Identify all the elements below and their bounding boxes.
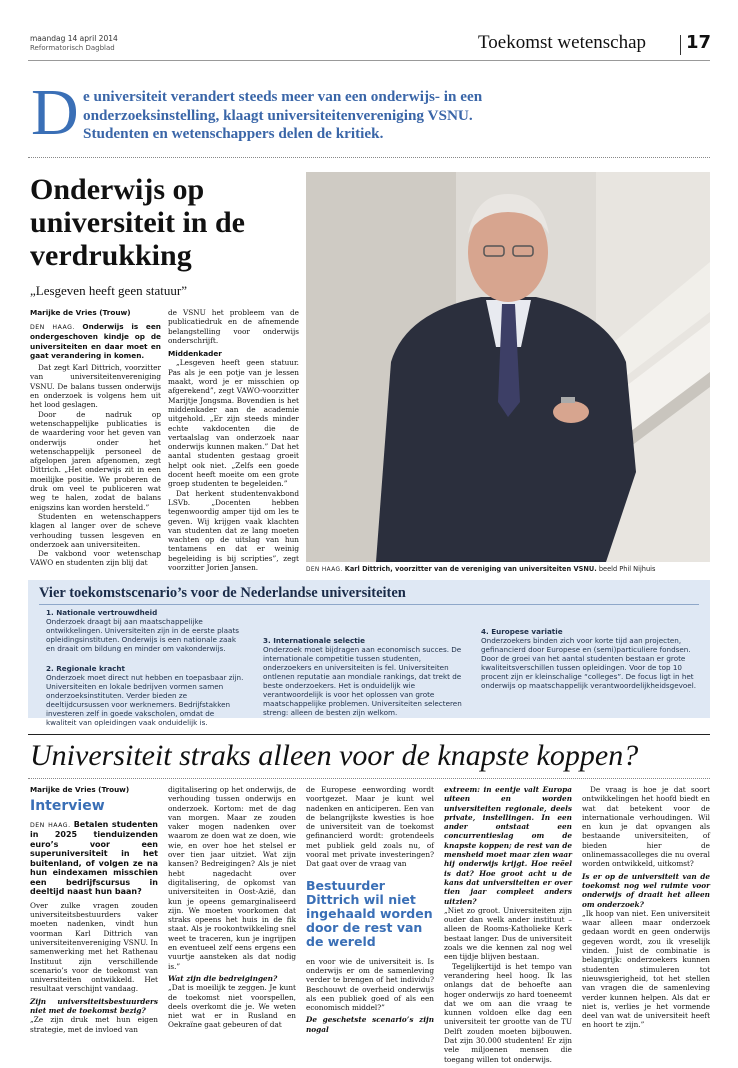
scenarios-title: Vier toekomstscenario’s voor de Nederlandse universiteiten xyxy=(39,585,406,601)
article2-byline: Marijke de Vries (Trouw) xyxy=(30,785,130,794)
article2-col3 xyxy=(306,785,434,1034)
article2-divider xyxy=(28,778,710,779)
paragraph: Tegelijkertijd is het tempo van verandering heel hoog. Ik las onlangs dat de behoefte aan hoger onderwijs zo hard toeneemt dat we om aan die vraag te kunnen voldoen elke dag een universiteit ter grootte van de TU Delft zouden moeten bijbouwen. Dat zijn 30.000 studenten! Er zijn vele miljoenen mensen die toegang willen tot onderwijs. xyxy=(444,961,572,1064)
header-date: maandag 14 april 2014 xyxy=(30,34,118,43)
scenarios-box xyxy=(28,580,710,727)
article2-top-rule xyxy=(28,734,710,735)
article1-col2 xyxy=(168,308,299,572)
question: Is er op de universiteit van de toekomst nog wel ruimte voor onderwijs of draait het alleen om onderzoek? xyxy=(582,871,710,909)
scenario-item xyxy=(46,664,246,727)
portrait-photo xyxy=(306,172,710,562)
paragraph: de Europese eenwording wordt voortgezet. Maar je kunt wel nadenken en anticiperen. Een van de belangrijkste kwesties is hoe de universiteit van de toekomst gefinancierd wordt: grotendeels met publiek geld zoals nu, of vooral met private investeringen? Dat gaat over de vraag van xyxy=(306,785,434,869)
header-rule xyxy=(28,60,710,61)
paragraph: „Ze zijn druk met hun eigen strategie, met de invloed van xyxy=(30,1015,158,1034)
dateline: DEN HAAG. xyxy=(30,324,75,331)
paragraph: „Ik hoop van niet. Een universiteit waar alleen maar onderzoek gedaan wordt en geen onderwijs gegeven wordt, zou ik vreselijk vinden. Juist de combinatie is belangrijk: onderzoekers kunnen studenten stimuleren tot nieuwsgierigheid, tot het stellen van vragen die de samenleving verder kunnen helpen. Als dat er niet is, verlies je het vormende deel van wat de universiteit heeft en hoort te zijn.” xyxy=(582,908,710,1030)
paragraph: de VSNU het probleem van de publicatiedruk en de afnemende belangstelling voor onderwijs onderschrijft. xyxy=(168,308,299,345)
article1-lead: Onderwijs is een ondergeschoven kindje op de universiteiten en daar moet en gaat verandering in komen. xyxy=(30,322,161,360)
article1-subtitle: „Lesgeven heeft geen statuur” xyxy=(30,283,188,298)
header-divider xyxy=(680,35,681,55)
header-paper: Reformatorisch Dagblad xyxy=(30,44,115,52)
question: De geschetste scenario’s zijn nogal xyxy=(306,1015,434,1034)
article2-col5 xyxy=(582,785,710,1030)
article1-title: Onderwijs op universiteit in de verdrukking xyxy=(30,173,245,272)
scenario-text: Onderzoek draagt bij aan maatschappelijke ontwikkelingen. Universiteiten zijn in de eerste plaats opleidingsinstituten. Onderwijs is een nationale zaak en draait om bildung en minder om vakonderwijs. xyxy=(46,617,240,653)
paragraph: De vakbond voor wetenschap VAWO en studenten zijn blij dat xyxy=(30,549,161,568)
paragraph: „Lesgeven heeft geen statuur. Pas als je een potje van je lessen maakt, word je er misschien op afgerekend”, zegt VAWO-voorzitter Marijtje Jongsma. Bovendien is het middenkader aan de academie uitgehold. „Er zijn steeds minder echte vakdocenten die de vertaalslag van onderzoek naar onderwijs kunnen maken.” Dat het aantal studenten gestaag groeit helpt ook niet. „Zelfs een goede docent heeft moeite om een grote groep studenten te begeleiden.” xyxy=(168,358,299,489)
paragraph: Dat herkent studentenvakbond LSVb. „Docenten hebben tegenwoordig amper tijd om les te geven. Wij krijgen vaak klachten van studenten dat ze lang moeten wachten op de uitslag van hun tentamens en dat er weinig begeleiding is bij scripties”, zegt voorzitter Jorien Jansen. xyxy=(168,488,299,573)
question: Wat zijn die bedreigingen? xyxy=(168,973,278,983)
scenario-title: 3. Internationale selectie xyxy=(263,636,366,645)
scenario-title: 2. Regionale kracht xyxy=(46,664,125,673)
article1-col1 xyxy=(30,322,161,568)
article2-col2 xyxy=(168,785,296,1030)
section-title: Toekomst wetenschap xyxy=(478,32,647,53)
scenario-title: 1. Nationale vertrouwdheid xyxy=(46,608,158,617)
paragraph: Over zulke vragen zouden universiteitsbestuurders vaker moeten nadenken, vindt hun voorman Karl Dittrich van universiteitenvereniging VSNU. In samenwerking met het Rathenau Instituut zijn verschillende scenario’s voor de toekomst van universiteiten ontwikkeld. Het resultaat verschijnt vandaag. xyxy=(30,900,158,994)
caption-text: Karl Dittrich, voorzitter van de vereniging van universiteiten VSNU. xyxy=(344,565,597,573)
paragraph: Door de nadruk op wetenschappelijke publicaties is de waardering voor het geven van onderwijs onder het wetenschappelijk personeel de afgelopen jaren afgenomen, zegt Dittrich. „Het onderwijs zit in een moeilijke positie. We proberen de druk om veel te publiceren wat weg te halen, zodat de balans enigszins kan worden hersteld.” xyxy=(30,409,161,512)
paragraph: en voor wie de universiteit is. Is onderwijs er om de samenleving verder te brengen of het individu? Beschouwt de overheid onderwijs als een publiek goed of als een economisch middel?” xyxy=(306,956,434,1013)
article2-lead: Betalen studenten in 2025 tienduizenden euro’s voor een superuniversiteit in het buitenland, of volgen ze na hun eindexamen misschien een bedrijfscursus in deeltijd naast hun baan? xyxy=(30,820,158,897)
scenario-item xyxy=(263,636,468,717)
paragraph: digitalisering op het onderwijs, de verhouding tussen onderwijs en onderzoek. Kortom: met de dag van morgen. Maar ze zouden vaker mogen nadenken over waarom ze doen wat ze doen, wie wie, en over hoe het stelsel er over tien jaar uitziet. Wat zijn kansen? Bedreigingen? Als je niet hebt nagedacht over digitalisering, de opkomst van universiteiten in Oost-Azië, dan kun je opeens gemarginaliseerd zijn. We moeten voorkomen dat straks opeens het huis in de fik staat. Als je rookontwikkeling snel weet te traceren, kun je ingrijpen en eventueel zelf eens ergens een vuurtje aansteken als dat nodig is.” xyxy=(168,785,296,971)
scenario-item xyxy=(481,627,696,690)
article2-title: Universiteit straks alleen voor de knapste koppen? xyxy=(30,739,639,772)
article2-col4 xyxy=(444,785,572,1064)
scenarios-title-rule xyxy=(39,604,699,605)
photo-caption xyxy=(306,565,710,574)
section-heading: Middenkader xyxy=(168,349,222,359)
intro-divider xyxy=(28,157,710,158)
paragraph: „Dat is moeilijk te zeggen. Je kunt de toekomst niet voorspellen, deels overkomt die je. We weten niet wat er in Rusland en Oekraïne gaat gebeuren of dat xyxy=(168,983,296,1030)
article2-col1 xyxy=(30,820,158,1034)
intro-drop-cap: D xyxy=(31,76,79,149)
paragraph: „Niet zo groot. Universiteiten zijn ouder dan welk ander instituut –alleen de Rooms-Katholieke Kerk bestaat langer. Dus de universiteit zoals we die kennen zal nog wel een tijdje blijven bestaan. xyxy=(444,905,572,962)
paragraph: Dat zegt Karl Dittrich, voorzitter van universiteitenvereniging VSNU. De balans tussen onderwijs en onderzoek is volgens hem uit het lood geslagen. xyxy=(30,363,161,410)
question: extreem: in eentje valt Europa uiteen en worden universiteiten regionale, deels private, instellingen. In een ander ontstaat een concurrentieslag om de knapste koppen; de rest van de mensheid moet maar zien waar hij onderwijs krijgt. Hoe reëel is dat? Hoe groot acht u de kans dat universiteiten er over tien jaar compleet anders uitzien? xyxy=(444,785,572,906)
dateline: DEN HAAG. xyxy=(30,822,71,829)
page-number: 17 xyxy=(686,32,712,53)
question: Zijn universiteitsbestuurders niet met de toekomst bezig? xyxy=(30,996,158,1016)
paragraph: Studenten en wetenschappers klagen al langer over de scheve verhouding tussen lesgeven en onderzoek aan universiteiten. xyxy=(30,511,161,549)
caption-place: DEN HAAG. xyxy=(306,567,343,573)
scenario-text: Onderzoek moet bijdragen aan economisch succes. De internationale competitie tussen studenten, onderzoekers en universiteiten is fel. Universiteiten ontlenen reputatie aan mondiale rankings, dat trekt de beste onderzoekers. Het is onduidelijk wie verantwoordelijk is voor het oplossen van grote maatschappelijke problemen. Universiteiten selecteren streng: alleen de besten zijn welkom. xyxy=(263,645,462,717)
scenario-text: Onderzoek moet direct nut hebben en toepasbaar zijn. Universiteiten en lokale bedrijven vormen samen onderzoeksinstituten. Verder bieden ze deeltijdcursussen voor werknemers. Bedrijfstakken investeren zelf in goede vakscholen, omdat de kwaliteit van opleidingen vaak onduidelijk is. xyxy=(46,673,244,727)
scenario-title: 4. Europese variatie xyxy=(481,627,563,636)
interview-label: Interview xyxy=(30,798,105,814)
portrait-illustration xyxy=(306,172,710,562)
scenario-text: Onderzoekers binden zich voor korte tijd aan projecten, gefinancierd door Europese en (semi)particuliere fondsen. Door de groei van het aantal studenten bestaan er grote kwaliteitsverschillen tussen opleidingen. Voor de top 10 procent zijn er kleinschalige “colleges”. De focus ligt in het onderwijs op maatschappelijk verantwoordelijkheidsgevoel. xyxy=(481,636,696,690)
intro-text: e universiteit verandert steeds meer van een onderwijs- in een onderzoeksinstelling, klaagt universiteitenvereniging VSNU. Studenten en wetenschappers delen de kritiek. xyxy=(83,88,483,142)
article1-byline: Marijke de Vries (Trouw) xyxy=(30,308,131,317)
photo-credit: beeld Phil Nijhuis xyxy=(598,565,656,573)
pull-quote: Bestuurder Dittrich wil niet ingehaald worden door de rest van de wereld xyxy=(306,877,433,949)
scenario-item xyxy=(46,608,246,653)
paragraph: De vraag is hoe je dat soort ontwikkelingen het hoofd biedt en wat dat betekent voor de internationale verhoudingen. Wil en kun je dat opvangen als bestaande universiteiten, of bieden hier de onlinemassacolleges die nu overal worden ontwikkeld, uitkomst? xyxy=(582,785,710,869)
